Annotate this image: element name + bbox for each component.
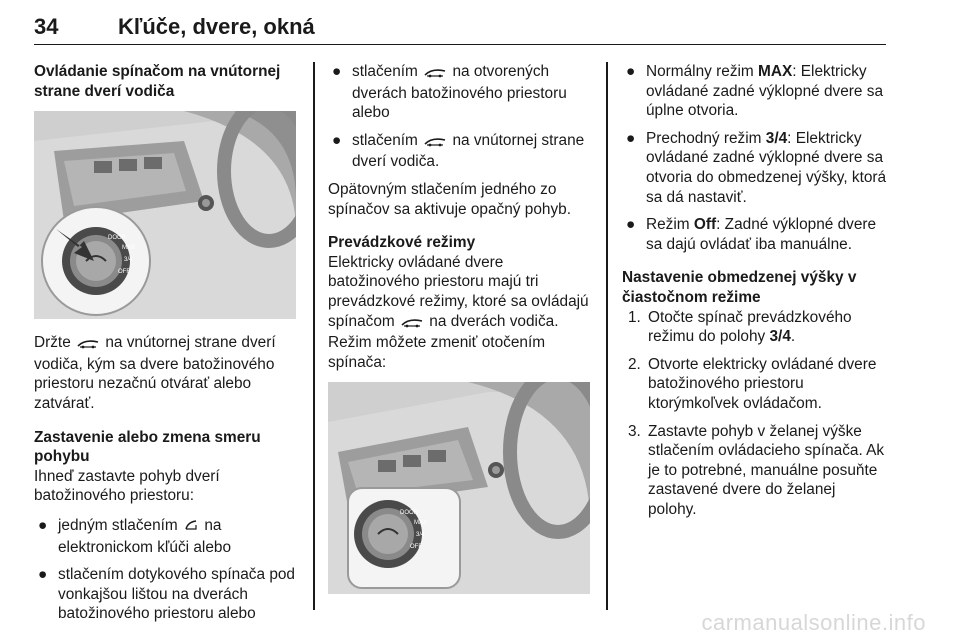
text: stlačením — [352, 131, 418, 149]
tailgate-switch-icon — [401, 314, 423, 334]
text: Otvorte elektricky ovládané dvere batožinového priestoru ktorýmkoľvek ovládačom. — [648, 355, 877, 412]
list-item — [622, 129, 888, 207]
section-heading: Ovládanie spínačom na vnútornej strane dverí vodiča — [34, 63, 281, 100]
switch-label-max: MAX — [122, 245, 136, 252]
column-divider — [313, 62, 315, 610]
bullet: ● — [38, 516, 48, 534]
switch-label-door: DOOR — [108, 235, 126, 242]
paragraph — [328, 253, 592, 373]
tailgate-switch-icon — [77, 335, 99, 355]
column-1 — [34, 62, 302, 632]
tailgate-key-icon — [184, 518, 198, 538]
switch-label-max: MAX — [414, 520, 428, 527]
text: Režim — [646, 216, 690, 234]
bullet: ● — [332, 63, 342, 80]
step-number: 2. — [628, 355, 641, 373]
bullet: ● — [626, 216, 636, 234]
step-number: 1. — [628, 308, 641, 326]
column-3 — [622, 62, 888, 527]
list-item — [622, 422, 888, 520]
mode-key: Off — [693, 216, 717, 234]
mode-key: MAX — [758, 63, 793, 80]
text: Normálny režim — [646, 63, 754, 80]
section-heading: Prevádzkové režimy — [328, 234, 476, 252]
switch-label-off: OFF — [410, 544, 422, 551]
text: Držte — [34, 334, 71, 352]
page-header — [34, 8, 886, 45]
text: na dverách vodiča. Režim môžete zmeniť otočením spínača: — [328, 312, 559, 371]
column-divider — [606, 62, 608, 610]
paragraph: Ihneď zastavte pohyb dverí batožinového priestoru: — [34, 467, 220, 505]
section-heading: Zastavenie alebo zmena smeru pohybu — [34, 428, 261, 466]
column-2 — [328, 62, 592, 604]
mode-key: 3/4 — [769, 328, 791, 346]
list-item — [34, 516, 302, 557]
tailgate-switch-icon — [424, 133, 446, 153]
text: Otočte spínač prevádzkového režimu do polohy — [648, 308, 852, 346]
text: na vnútornej strane dverí vodiča. — [352, 131, 585, 171]
text: Prechodný režim — [646, 129, 762, 147]
watermark: carmanualsonline.info — [701, 610, 926, 635]
list-item — [622, 355, 888, 414]
switch-label-34: 3/4 — [416, 532, 425, 539]
text: jedným stlačením — [58, 516, 178, 534]
text: na otvorených dverách batožinového priestoru alebo — [352, 63, 567, 122]
text: : Elektricky ovládané zadné výklopné dvere sa otvoria do obmedzenej výšky, ktorá sa dá nastaviť. — [646, 129, 887, 206]
list-item — [328, 62, 592, 123]
text: Zastavte pohyb v želanej výške stlačením ovládacieho spínača. Ak je to potrebné, manuálne posuňte zastavené dvere do želanej polohy. — [648, 422, 885, 518]
paragraph: Opätovným stlačením jedného zo spínačov sa aktivuje opačný pohyb. — [328, 180, 571, 218]
switch-label-off: OFF — [118, 269, 130, 276]
section-heading: Nastavenie obmedzenej výšky v čiastočnom režime — [622, 269, 857, 306]
text: : Elektricky ovládané zadné výklopné dvere sa úplne otvoria. — [646, 63, 884, 120]
list-item — [328, 131, 592, 172]
mode-key: 3/4 — [765, 129, 788, 147]
text: . — [790, 328, 796, 346]
page-title: Kľúče, dvere, okná — [118, 14, 315, 39]
page-number: 34 — [34, 14, 59, 39]
text: na vnútornej strane dverí vodiča, kým sa dvere batožinového priestoru nezačnú otvárať alebo zatvárať. — [34, 334, 276, 412]
bullet: ● — [626, 63, 636, 80]
door-switch-photo — [34, 111, 296, 319]
tailgate-switch-icon — [424, 64, 446, 84]
switch-label-door: DOOR — [400, 510, 418, 517]
paragraph — [34, 333, 302, 413]
list-item — [622, 308, 888, 347]
list-item — [622, 62, 888, 121]
switch-label-34: 3/4 — [124, 257, 133, 264]
list-item — [622, 215, 888, 254]
step-number: 3. — [628, 422, 641, 440]
text: na elektronickom kľúči alebo — [58, 516, 232, 556]
bullet: ● — [626, 129, 636, 147]
text: Elektricky ovládané dvere batožinového priestoru majú tri prevádzkové režimy, ktoré sa ovládajú spínačom — [328, 253, 589, 330]
bullet: ● — [332, 131, 342, 149]
bullet: ● — [38, 566, 48, 584]
text: stlačením dotykového spínača pod vonkajšou lištou na dverách batožinového priestoru alebo — [58, 566, 295, 623]
text: stlačením — [352, 63, 418, 80]
text: : Zadné výklopné dvere sa dajú ovládať iba manuálne. — [646, 216, 877, 253]
list-item — [34, 565, 302, 624]
door-switch-photo — [328, 382, 590, 594]
